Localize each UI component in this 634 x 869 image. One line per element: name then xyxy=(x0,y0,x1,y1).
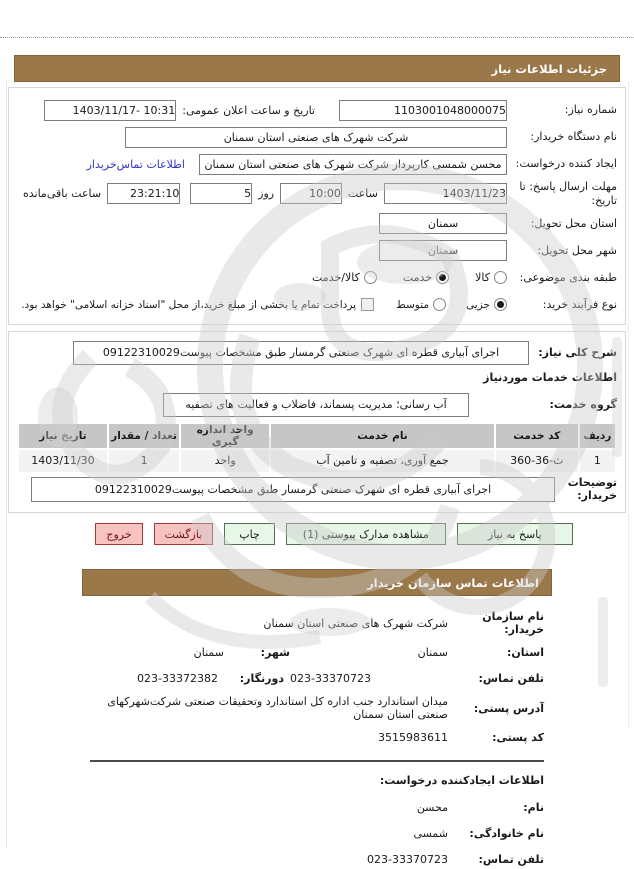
deadline-row xyxy=(17,180,617,208)
creator-phone-value: 023-33370723 xyxy=(367,853,448,866)
buyer-notes-input[interactable]: اجرای آبیاری قطره ای شهرک صنعتی گرمسار طبق مشخصات پیوست09122310029 xyxy=(31,477,555,502)
partial-radio-label: جزیی xyxy=(466,298,490,311)
services-panel xyxy=(8,331,626,514)
address-label: آدرس پستی: xyxy=(473,701,544,715)
cell-service-code: ث-36-360 xyxy=(496,450,578,472)
remaining-time-box: 23:21:10 xyxy=(107,183,180,204)
table-row xyxy=(19,450,615,472)
service-table-header-row xyxy=(19,424,615,448)
page-left-border xyxy=(6,81,7,848)
contact-province-value: سمنان xyxy=(417,646,448,659)
cell-row-number: 1 xyxy=(580,450,615,472)
buyer-notes-row xyxy=(17,476,617,504)
last-name-label: نام خانوادگی: xyxy=(469,827,544,840)
contact-fax-value: 023-33372382 xyxy=(137,672,218,685)
province-city-row xyxy=(90,643,544,662)
service-radio-label: خدمت xyxy=(402,271,433,284)
process-type-row xyxy=(17,294,617,316)
postal-code-value: 3515983611 xyxy=(378,731,448,744)
delivery-province-label: استان محل تحویل: xyxy=(530,216,617,230)
dotted-separator xyxy=(0,37,634,38)
classification-option-goods-service xyxy=(312,271,377,284)
buyer-contact-link[interactable]: اطلاعات تماس‌خریدار xyxy=(86,157,185,171)
buyer-org-input[interactable]: شرکت شهرک های صنعتی استان سمنان xyxy=(125,127,507,148)
delivery-city-row xyxy=(17,240,617,262)
details-header-title: جزئیات اطلاعات نیاز xyxy=(491,62,607,76)
contact-province-label: استان: xyxy=(507,646,544,659)
classification-row xyxy=(17,267,617,289)
process-option-medium xyxy=(396,298,446,311)
buyer-contact-section xyxy=(90,610,544,869)
creator-info-heading: اطلاعات ایجادکننده درخواست: xyxy=(379,774,544,787)
classification-label: طبقه بندی موضوعی: xyxy=(519,270,617,284)
service-group-row xyxy=(17,393,617,417)
need-number-input[interactable]: 1103001048000075 xyxy=(339,100,507,121)
back-button[interactable]: بازگشت xyxy=(154,523,214,545)
partial-radio[interactable] xyxy=(494,298,507,311)
cell-quantity: 1 xyxy=(109,450,179,472)
need-description-input[interactable]: اجرای آبیاری قطره ای شهرک صنعتی گرمسار طبق مشخصات پیوست09122310029 xyxy=(73,341,529,365)
announce-datetime-label: تاریخ و ساعت اعلان عمومی: xyxy=(182,103,315,117)
service-radio[interactable] xyxy=(436,271,449,284)
goods-service-radio[interactable] xyxy=(364,271,377,284)
postal-code-label: کد پستی: xyxy=(492,731,544,744)
cell-unit: واحد xyxy=(181,450,269,472)
announce-datetime-input[interactable]: 1403/11/17- 10:31 xyxy=(44,100,176,121)
delivery-province-row xyxy=(17,213,617,235)
medium-radio-label: متوسط xyxy=(396,298,430,311)
buyer-org-label: نام دستگاه خریدار: xyxy=(530,130,617,144)
goods-service-radio-label: کالا/خدمت xyxy=(312,271,360,284)
creator-input[interactable]: محسن شمسی کارپرداز شرکت شهرک های صنعتی استان سمنان xyxy=(199,154,507,175)
action-buttons-row xyxy=(34,523,634,545)
first-name-label: نام: xyxy=(523,801,544,814)
medium-radio[interactable] xyxy=(433,298,446,311)
deadline-label: مهلت ارسال پاسخ: تا تاریخ: xyxy=(519,180,617,207)
deadline-date-input[interactable]: 1403/11/23 xyxy=(384,183,507,204)
postal-code-row xyxy=(90,728,544,747)
classification-option-service xyxy=(403,271,449,284)
creator-label: ایجاد کننده درخواست: xyxy=(515,157,617,171)
org-name-row xyxy=(90,610,544,636)
treasury-option xyxy=(21,298,374,311)
process-type-label: نوع فرآیند خرید: xyxy=(542,297,617,311)
contact-city-value: سمنان xyxy=(193,646,224,659)
col-row-number: ردیف xyxy=(580,424,615,448)
contact-phone-value: 023-33370723 xyxy=(290,672,371,685)
delivery-province-input[interactable]: سمنان xyxy=(379,213,507,234)
buyer-contact-header-bar xyxy=(82,569,552,596)
creator-first-name-row xyxy=(90,798,544,817)
col-unit: واحد اندازه گیری xyxy=(181,424,269,448)
org-name-label: نام سازمان خریدار: xyxy=(482,610,544,636)
org-name-value: شرکت شهرک های صنعتی استان سمنان xyxy=(263,616,448,630)
process-option-partial xyxy=(466,298,507,311)
deadline-day-label: روز xyxy=(258,187,275,201)
cell-need-date: 1403/11/30 xyxy=(19,450,107,472)
address-value: میدان استاندارد جنب اداره کل استاندارد وتحقیقات صنعتی شرکت‌شهرکهای صنعتی استان سمنان xyxy=(107,695,448,721)
need-number-row xyxy=(17,99,617,121)
creator-last-name-row xyxy=(90,824,544,843)
service-group-input[interactable]: آب رسانی؛ مدیریت پسماند، فاضلاب و فعالیت های تصفیه xyxy=(163,393,469,417)
delivery-city-input[interactable]: سمنان xyxy=(379,240,507,261)
page-right-border xyxy=(628,81,629,728)
deadline-hour-input[interactable]: 10:00 xyxy=(280,183,342,204)
services-info-heading: اطلاعات خدمات موردنیاز xyxy=(483,371,617,384)
creator-row xyxy=(17,153,617,175)
services-info-heading-row xyxy=(17,370,617,386)
treasury-checkbox[interactable] xyxy=(361,298,374,311)
creator-phone-row xyxy=(90,850,544,869)
col-service-name: نام خدمت xyxy=(271,424,494,448)
treasury-checkbox-label: پرداخت تمام یا بخشی از مبلغ خرید،از محل "اسناد خزانه اسلامی" خواهد بود. xyxy=(21,298,357,311)
contact-fax-label: دورنگار: xyxy=(239,672,284,685)
section-divider xyxy=(90,760,544,762)
deadline-days-input[interactable]: 5 xyxy=(190,183,252,204)
col-service-code: کد خدمت xyxy=(496,424,578,448)
cell-service-name: جمع آوری، تصفیه و تامین آب xyxy=(271,450,494,472)
delivery-city-label: شهر محل تحویل: xyxy=(537,243,617,257)
contact-city-label: شهر: xyxy=(260,646,290,659)
last-name-value: شمسی xyxy=(413,827,448,840)
address-row xyxy=(90,695,544,721)
col-quantity: تعداد / مقدار xyxy=(109,424,179,448)
need-description-row xyxy=(17,341,617,365)
contact-phone-label: تلفن تماس: xyxy=(478,672,544,685)
need-description-label: شرح کلی نیاز: xyxy=(538,345,617,359)
details-header-bar xyxy=(14,55,620,82)
col-need-date: تاریخ نیاز xyxy=(19,424,107,448)
creator-phone-label: تلفن تماس: xyxy=(478,853,544,866)
need-info-panel xyxy=(8,87,626,325)
classification-option-goods xyxy=(475,271,507,284)
phone-fax-row xyxy=(90,669,544,688)
buyer-notes-label: توضیحات خریدار: xyxy=(567,475,617,503)
goods-radio[interactable] xyxy=(494,271,507,284)
deadline-hour-label: ساعت xyxy=(347,187,378,201)
goods-radio-label: کالا xyxy=(475,271,490,284)
exit-button[interactable]: خروج xyxy=(95,523,142,545)
remaining-time-label: ساعت باقی‌مانده xyxy=(22,187,102,201)
respond-button[interactable]: پاسخ به نیاز xyxy=(457,523,573,545)
buyer-contact-header-title: اطلاعات تماس سازمان خریدار xyxy=(367,576,539,590)
service-table xyxy=(17,422,617,474)
first-name-value: محسن xyxy=(416,801,448,814)
view-docs-button[interactable]: مشاهده مدارک پیوستی (1) xyxy=(286,523,446,545)
buyer-org-row xyxy=(17,126,617,148)
service-group-label: گروه خدمت: xyxy=(549,397,617,411)
print-button[interactable]: چاپ xyxy=(224,523,275,545)
need-number-label: شماره نیاز: xyxy=(564,103,617,117)
